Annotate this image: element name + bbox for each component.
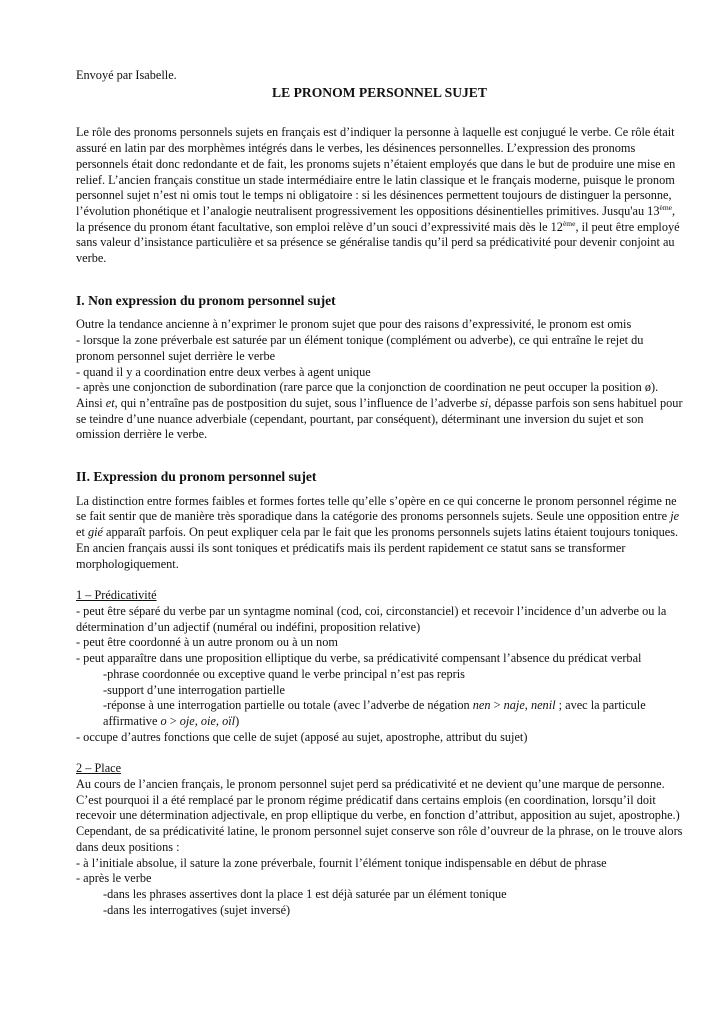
subsection-1-item: - peut être coordonné à un autre pronom ou à un nom: [76, 635, 338, 650]
subsection-1-subitem: [76, 698, 683, 729]
section-1-item: - quand il y a coordination entre deux verbes à agent unique: [76, 364, 371, 379]
italic-word-o: o: [160, 713, 167, 728]
document-title: LE PRONOM PERSONNEL SUJET: [272, 84, 487, 100]
subsection-1-subitem: -support d’une interrogation partielle: [103, 682, 286, 697]
subsection-1-item: - occupe d’autres fonctions que celle de sujet (apposé au sujet, apostrophe, attribut du sujet): [76, 729, 528, 744]
section-1-item-text: , dépasse parfois son sens habituel pour se teindre d’une nuance adverbiale (cependant, pourtant, par conséquent), déterminant une inversion du sujet et son omission derrière le verbe.: [76, 395, 683, 442]
section-1-item-text: , qui n’entraîne pas de postposition du sujet, sous l’influence de l’adverbe: [114, 395, 481, 410]
italic-word-nen: nen: [472, 698, 491, 713]
intro-superscript-1: ème: [659, 202, 672, 212]
subitem-text: >: [166, 713, 180, 728]
subsection-2-paragraph: Au cours de l’ancien français, le pronom personnel sujet perd sa prédicativité et ne devient qu’une marque de personne. C’est pourquoi il a été remplacé par le pronom régime prédicatif dans certains emplois (en coordination, lorsqu’il doit recevoir une détermination adjectivale, en prop elliptique du verbe, en fonction d’attribut, apposition au sujet, apostrophe.) Cependant, de sa prédicativité latine, le pronom personnel sujet conserve son rôle d’ouvreur de la phrase, on le trouve alors dans deux positions :: [76, 777, 683, 854]
section-2-heading: II. Expression du pronom personnel sujet: [76, 469, 317, 485]
section-2-text: et: [76, 525, 88, 540]
italic-word-je: je: [670, 509, 680, 524]
subsection-1-subitem: -phrase coordonnée ou exceptive quand le verbe principal n’est pas repris: [103, 666, 465, 681]
section-1-heading: I. Non expression du pronom personnel sujet: [76, 292, 336, 308]
intro-text-2: , la présence du pronom étant facultative, son emploi relève d’un souci d’expressivité mais dès le 12: [76, 203, 676, 234]
intro-text-3: , il peut être employé sans valeur d’insistance particulière et sa présence se généralise tandis qu’il perd sa prédicativité pour devenir conjoint au verbe.: [76, 219, 680, 266]
section-1-item: - lorsque la zone préverbale est saturée par un élément tonique (complément ou adverbe), ce qui entraîne le rejet du pronom personnel sujet derrière le verbe: [76, 333, 644, 363]
subitem-text: >: [490, 698, 504, 713]
section-1-item: [76, 380, 683, 443]
subsection-2-subitem: -dans les phrases assertives dont la place 1 est déjà saturée par un élément tonique: [103, 886, 507, 901]
section-non-expression: [76, 293, 683, 443]
italic-word-gie: gié: [87, 525, 103, 540]
sender-line: Envoyé par Isabelle.: [76, 68, 177, 82]
intro-text-1: Le rôle des pronoms personnels sujets en français est d’indiquer la personne à laquelle est conjugué le verbe. Ce rôle était assuré en latin par des morphèmes intégrés dans le verbes, les désinences personnelles. L’expression des pronoms personnels était donc redondante et de fait, les pronoms sujets n’étaient employés que dans le but de produire une mise en relief. L’ancien français constitue un stade intermédiaire entre le latin classique et le français moderne, puisque le pronom personnel sujet n’est ni omis tout le temps ni obligatoire : si les désinences permettent toujours de distinguer la personne, l’évolution phonétique et l’analogie neutralisent progressivement les oppositions désinentielles primitives. Jusqu'au 13: [76, 125, 676, 218]
section-2-paragraph: [76, 494, 683, 573]
subsection-1-item: - peut être séparé du verbe par un syntagme nominal (cod, coi, circonstanciel) et recevoir l’incidence d’un adverbe ou la détermination d’un adjectif (numéral ou indéfini, proposition relative): [76, 603, 667, 634]
subsection-2-item: - à l’initiale absolue, il sature la zone préverbale, fournit l’élément tonique indispensable en début de phrase: [76, 855, 607, 870]
subitem-text: ; avec la particule affirmative: [103, 698, 646, 728]
subitem-text: -réponse à une interrogation partielle ou totale (avec l’adverbe de négation: [103, 698, 473, 713]
section-1-item-text: - après une conjonction de subordination (rare parce que la conjonction de coordination ne peut occuper la position ø). Ainsi: [76, 380, 659, 410]
italic-words-oje-oie-oil: oje, oie, oïl: [179, 713, 236, 728]
subitem-text: ): [235, 713, 240, 728]
subsection-1-title: 1 – Prédicativité: [76, 588, 157, 603]
subsection-2-title: 2 – Place: [76, 761, 122, 776]
section-expression: [76, 469, 683, 918]
section-2-text: apparaît parfois. On peut expliquer cela par le fait que les pronoms personnels sujets latins étaient toujours toniques. En ancien français aussi ils sont toniques et prédicatifs mais ils perdent rapidement ce statut sans se transformer morphologiquement.: [76, 525, 679, 571]
italic-words-naje-nenil: naje, nenil: [503, 698, 556, 713]
subsection-1-item: - peut apparaître dans une proposition elliptique du verbe, sa prédicativité compensant l’absence du prédicat verbal: [76, 651, 642, 666]
italic-word-et: et: [105, 395, 115, 410]
intro-paragraph: [76, 125, 683, 266]
subsection-2-item: - après le verbe: [76, 871, 152, 886]
italic-word-si: si: [480, 395, 489, 410]
subsection-2-subitem: -dans les interrogatives (sujet inversé): [103, 902, 291, 917]
section-1-paragraph: Outre la tendance ancienne à n’exprimer le pronom sujet que pour des raisons d’expressivité, le pronom est omis: [76, 317, 632, 332]
intro-superscript-2: ème: [562, 218, 576, 228]
section-2-text: La distinction entre formes faibles et formes fortes telle qu’elle s’opère en ce qui concerne le pronom personnel régime ne se fait sentir que de manière très sporadique dans la catégorie des pronoms personnels sujets. Seule une opposition entre: [76, 493, 677, 524]
